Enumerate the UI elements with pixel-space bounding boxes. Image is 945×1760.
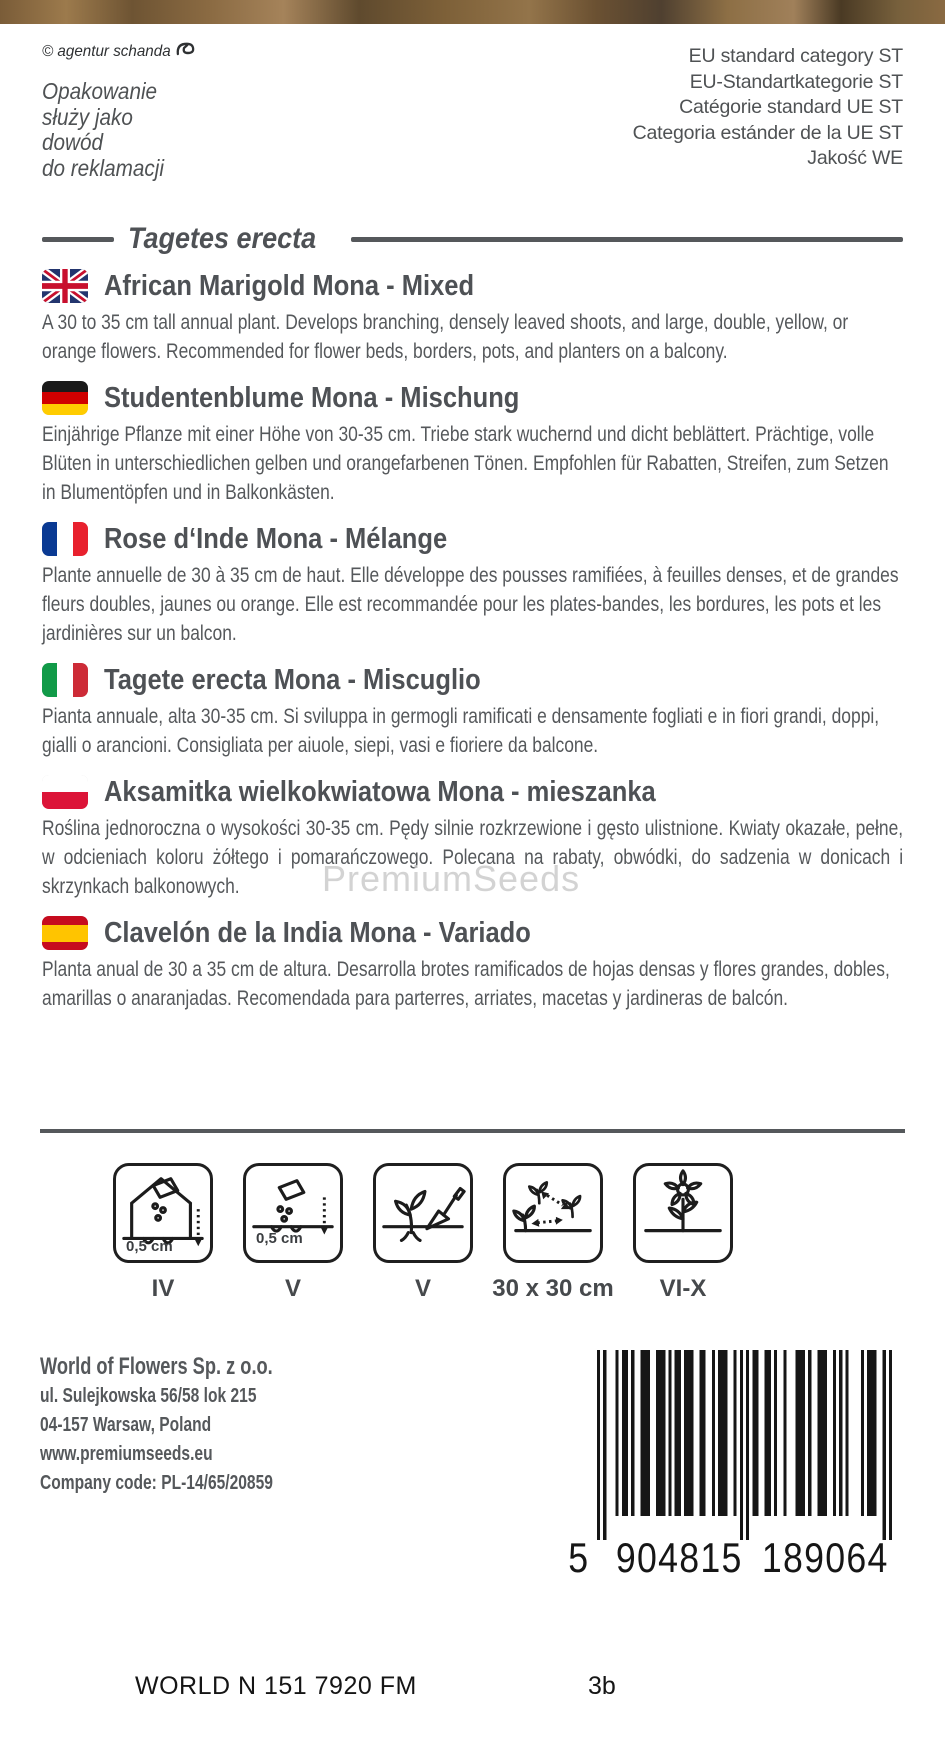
company-name: World of Flowers Sp. z o.o. xyxy=(40,1353,273,1380)
company-address-line: ul. Sulejkowska 56/58 lok 215 xyxy=(40,1384,257,1407)
flag-poland-icon xyxy=(42,775,88,809)
company-code: Company code: PL-14/65/20859 xyxy=(40,1471,273,1494)
plant-out-icon xyxy=(373,1163,473,1263)
section-fr xyxy=(42,521,903,648)
wood-texture-strip xyxy=(0,0,945,24)
section-es-headrow xyxy=(42,915,903,951)
claim-line: dowód xyxy=(42,129,104,155)
pictogram-flowering xyxy=(633,1163,733,1303)
eu-category-line: Catégorie standard UE ST xyxy=(679,96,903,119)
section-pl xyxy=(42,774,903,901)
variety-heading-de: Studentenblume Mona - Mischung xyxy=(104,381,520,414)
description-pl: Roślina jednoroczna o wysokości 30-35 cm. Pędy silnie rozkrzewione i gęsto ulistnione. Kwiaty okazałe, pełne, w odcieniach koloru żółtego i pomarańczowego. Polecana na rabaty, obwódki, do sadzenia w donicach i skrzynkach balkonowych. xyxy=(42,817,904,898)
flag-france-icon xyxy=(42,522,88,556)
eu-category-block xyxy=(633,44,903,172)
eu-category-line: Jakość WE xyxy=(807,147,903,170)
pictogram-label-plant-out: V xyxy=(414,1275,431,1302)
description-fr: Plante annuelle de 30 à 35 cm de haut. Elle développe des pousses ramifiées, à feuilles denses, et de grandes fleurs doubles, jaunes ou orange. Elle est recommandée pour les plates-bandes, les bordures, les pots et les jardinières sur un balcon. xyxy=(42,564,899,645)
agency-logo-icon xyxy=(176,40,197,63)
agency-credit-text: © agentur schanda xyxy=(42,42,171,60)
barcode-digits xyxy=(557,1534,897,1580)
section-fr-headrow xyxy=(42,521,903,557)
barcode-bars xyxy=(597,1350,892,1540)
variety-heading-it: Tagete erecta Mona - Miscuglio xyxy=(104,663,481,696)
pictogram-plant-out xyxy=(373,1163,473,1303)
species-title: Tagetes erecta xyxy=(128,222,317,255)
company-website: www.premiumseeds.eu xyxy=(40,1442,213,1465)
description-it: Pianta annuale, alta 30-35 cm. Si sviluppa in germogli ramificati e densamente fogliati e in fiori grandi, doppi, gialli o arancioni. Consigliata per aiuole, siepi, vasi e fioriere da balcone. xyxy=(42,705,880,757)
barcode-digit-prefix: 5 xyxy=(568,1534,590,1581)
sowing-depth-label: 0,5 cm xyxy=(256,1230,303,1247)
flag-spain-icon xyxy=(42,916,88,950)
eu-category-line: Categoria estánder de la UE ST xyxy=(632,121,903,144)
section-en-headrow xyxy=(42,268,903,304)
claim-line: Opakowanie xyxy=(42,78,158,104)
description-en: A 30 to 35 cm tall annual plant. Develops branching, densely leaved shoots, and large, double, yellow, or orange flowers. Recommended for flower beds, borders, pots, and planters on a balcony. xyxy=(42,311,849,363)
plant-spacing-icon xyxy=(503,1163,603,1263)
title-rule-left xyxy=(42,237,114,242)
sowing-depth-label: 0,5 cm xyxy=(126,1238,173,1255)
company-address-line: 04-157 Warsaw, Poland xyxy=(40,1413,212,1436)
variety-heading-fr: Rose d‘Inde Mona - Mélange xyxy=(104,522,448,555)
eu-category-line: EU-Standartkategorie ST xyxy=(689,70,903,93)
variety-heading-es: Clavelón de la India Mona - Variado xyxy=(104,916,531,949)
eu-category-line: EU standard category ST xyxy=(688,45,903,67)
print-code: 3b xyxy=(588,1672,616,1700)
pictogram-label-sow-outdoors: V xyxy=(284,1275,301,1302)
batch-number: WORLD N 151 7920 FM xyxy=(135,1672,417,1700)
variety-heading-en: African Marigold Mona - Mixed xyxy=(104,269,475,302)
title-rule-right xyxy=(351,237,903,242)
section-it xyxy=(42,662,903,760)
flag-germany-icon xyxy=(42,381,88,415)
pictogram-label-spacing: 30 x 30 cm xyxy=(492,1275,614,1302)
claim-line: służy jako xyxy=(42,103,133,130)
sow-indoors-icon xyxy=(113,1163,213,1263)
premiumseeds-watermark: PremiumSeeds xyxy=(322,858,581,899)
pictogram-sow-outdoors xyxy=(243,1163,343,1303)
section-de-headrow xyxy=(42,380,903,416)
species-title-row xyxy=(42,222,903,256)
section-de xyxy=(42,380,903,507)
ean13-barcode xyxy=(557,1350,897,1586)
barcode-digit-right-group: 189064 xyxy=(761,1534,889,1581)
packet-content xyxy=(0,24,945,1027)
flag-united-kingdom-icon xyxy=(42,269,88,303)
claim-line: do reklamacji xyxy=(42,154,164,181)
pictogram-label-flowering: VI-X xyxy=(659,1275,707,1302)
company-address-block xyxy=(40,1352,273,1497)
section-it-headrow xyxy=(42,662,903,698)
section-pl-headrow xyxy=(42,774,903,810)
section-es xyxy=(42,915,903,1013)
flowering-period-icon xyxy=(633,1163,733,1263)
pictogram-row xyxy=(113,1163,733,1303)
pictogram-spacing xyxy=(492,1163,614,1303)
pictogram-sow-indoors xyxy=(113,1163,213,1303)
description-de: Einjährige Pflanze mit einer Höhe von 30-35 cm. Triebe stark wuchernd und dicht beblättert. Prächtige, volle Blüten in unterschiedlichen gelben und orangefarbenen Tönen. Empfohlen für Rabatten, Streifen, zum Setzen in Blumentöpfen und in Balkonkästen. xyxy=(42,423,889,504)
variety-heading-pl: Aksamitka wielkokwiatowa Mona - mieszanka xyxy=(104,775,656,808)
sow-outdoors-icon xyxy=(243,1163,343,1263)
pictogram-label-sow-indoors: IV xyxy=(151,1275,175,1302)
pictogram-divider-rule xyxy=(40,1129,905,1133)
barcode-digit-left-group: 904815 xyxy=(615,1534,743,1581)
description-es: Planta anual de 30 a 35 cm de altura. Desarrolla brotes ramificados de hojas densas y flores grandes, dobles, amarillas o anaranjadas. Recomendada para parterres, arriates, macetas y jardineras de balcón. xyxy=(42,958,890,1010)
section-en xyxy=(42,268,903,366)
flag-italy-icon xyxy=(42,663,88,697)
packet-header xyxy=(42,40,903,200)
